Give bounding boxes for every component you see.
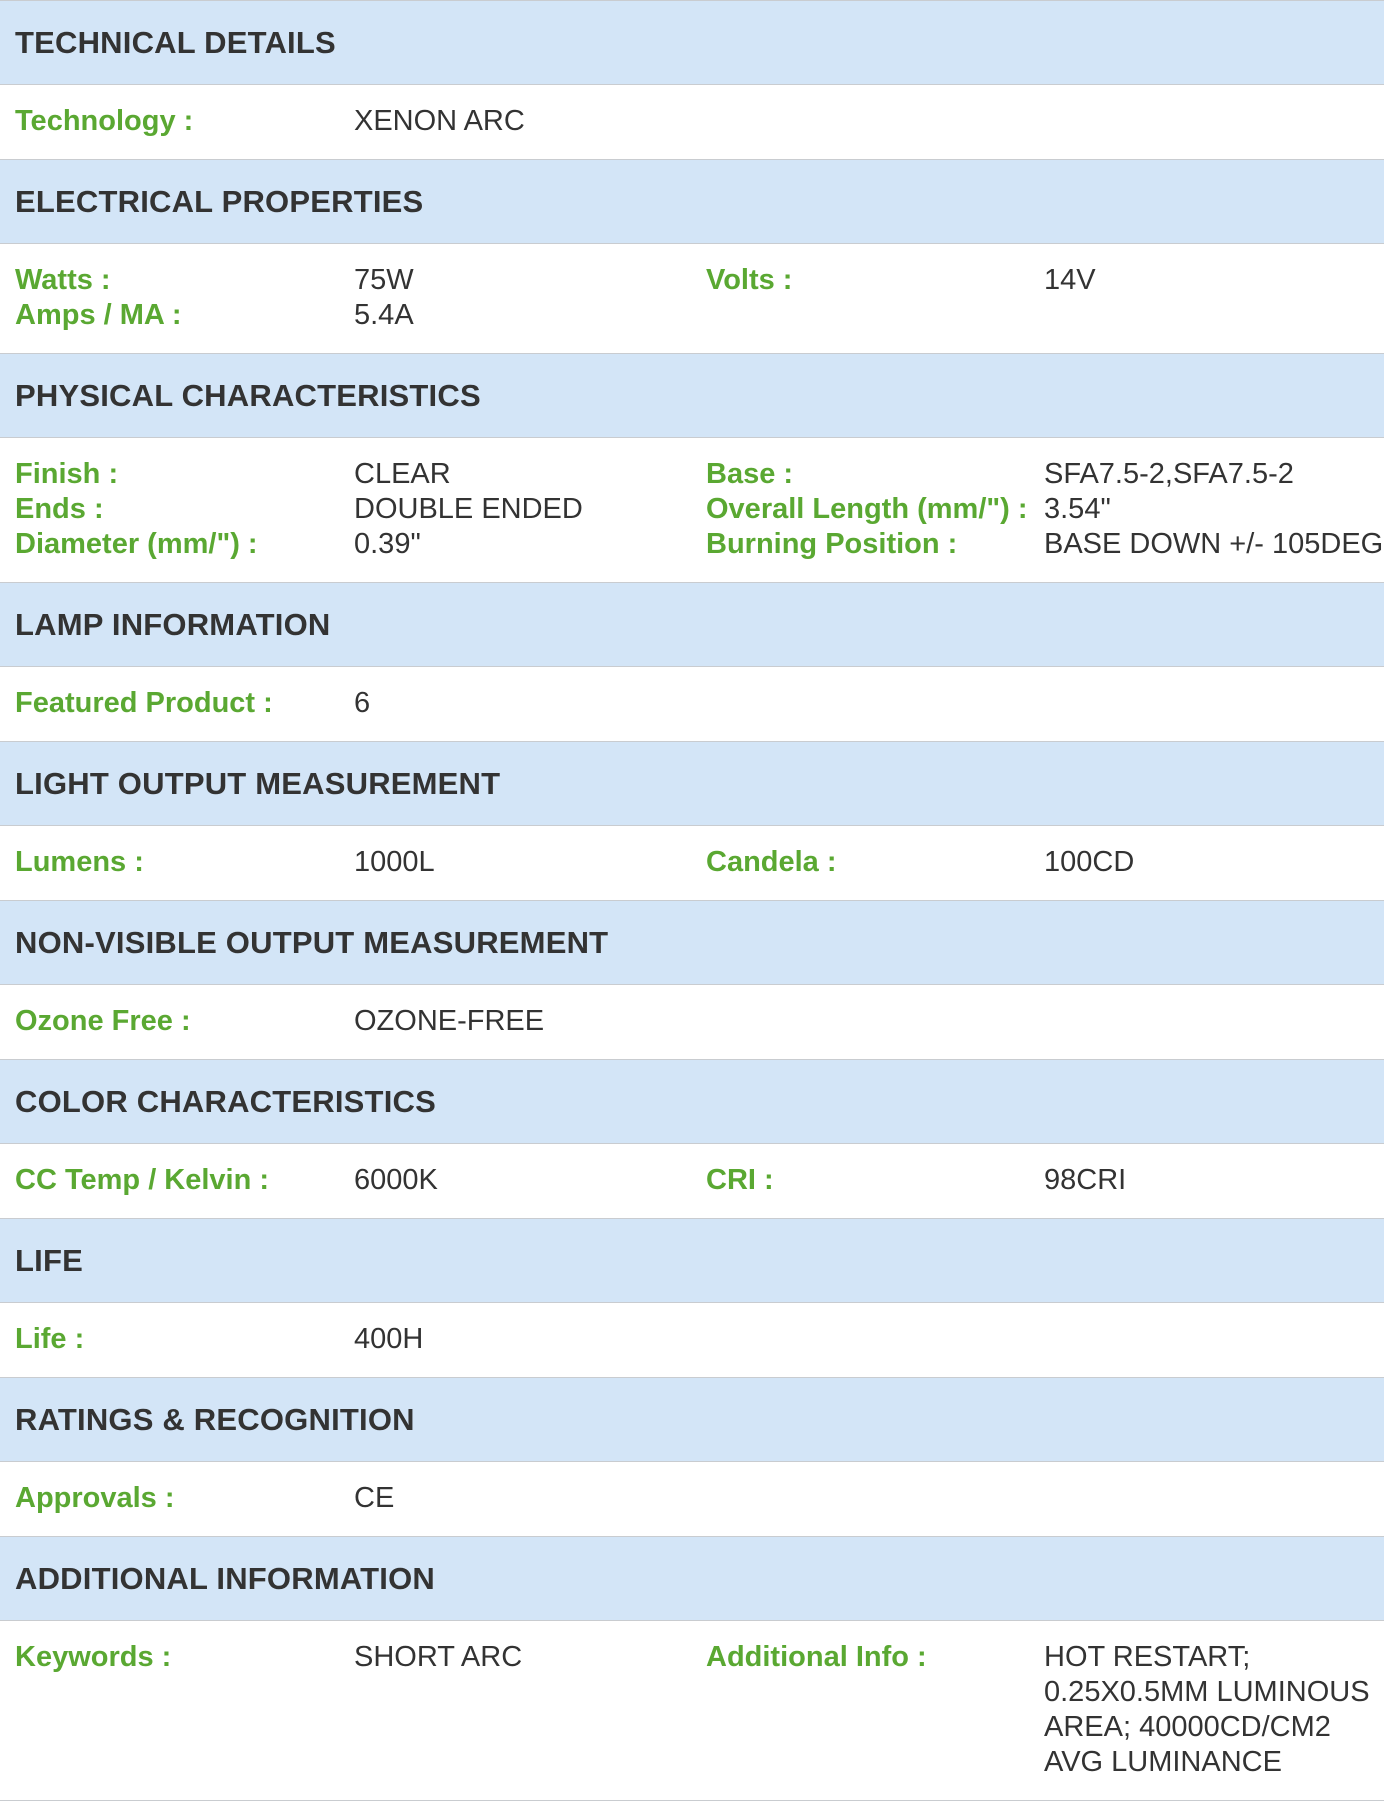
right-label-column (691, 263, 1029, 333)
section-body (0, 1462, 1384, 1537)
spec-value: DOUBLE ENDED (354, 493, 583, 525)
right-label-column (691, 1163, 1029, 1198)
spec-value: SFA7.5-2,SFA7.5-2 (1044, 458, 1294, 490)
left-value-column (339, 845, 691, 880)
right-label-column (691, 1640, 1029, 1780)
spec-value: HOT RESTART; 0.25X0.5MM LUMINOUS AREA; 40000CD/CM2 AVG LUMINANCE (1044, 1641, 1370, 1778)
spec-value: 14V (1044, 264, 1096, 296)
right-value-column (1029, 263, 1384, 333)
right-label-column (691, 104, 1029, 139)
spec-label: Ends : (15, 493, 104, 525)
spec-value: 75W (354, 264, 414, 296)
spec-label: Overall Length (mm/") : (706, 493, 1028, 525)
left-label-column (0, 1004, 339, 1039)
right-label-column (691, 1481, 1029, 1516)
section-body (0, 1144, 1384, 1219)
section-header: LIFE (0, 1219, 1384, 1303)
right-value-column (1029, 845, 1384, 880)
spec-label: Technology : (15, 105, 194, 137)
section-body (0, 85, 1384, 160)
spec-value: 98CRI (1044, 1164, 1127, 1196)
left-value-column (339, 686, 691, 721)
section-body (0, 1303, 1384, 1378)
left-value-column (339, 1004, 691, 1039)
spec-value: XENON ARC (354, 105, 525, 137)
right-label-column (691, 845, 1029, 880)
spec-value: CE (354, 1482, 395, 1514)
left-label-column (0, 1322, 339, 1357)
spec-label: CC Temp / Kelvin : (15, 1164, 270, 1196)
section-header: LIGHT OUTPUT MEASUREMENT (0, 742, 1384, 826)
right-value-column (1029, 1640, 1384, 1780)
spec-value: 400H (354, 1323, 424, 1355)
left-label-column (0, 104, 339, 139)
right-label-column (691, 457, 1029, 562)
left-value-column (339, 1640, 691, 1780)
spec-label: Approvals : (15, 1482, 175, 1514)
section-header: RATINGS & RECOGNITION (0, 1378, 1384, 1462)
section-body (0, 244, 1384, 354)
right-value-column (1029, 1004, 1384, 1039)
section-header: ADDITIONAL INFORMATION (0, 1537, 1384, 1621)
section-header: NON-VISIBLE OUTPUT MEASUREMENT (0, 901, 1384, 985)
spec-label: CRI : (706, 1164, 774, 1196)
spec-label: Life : (15, 1323, 85, 1355)
section-body (0, 667, 1384, 742)
section-header: COLOR CHARACTERISTICS (0, 1060, 1384, 1144)
left-label-column (0, 845, 339, 880)
left-value-column (339, 1322, 691, 1357)
spec-value: 100CD (1044, 846, 1135, 878)
spec-value: 6 (354, 687, 371, 719)
spec-label: Featured Product : (15, 687, 273, 719)
right-value-column (1029, 104, 1384, 139)
section-body (0, 826, 1384, 901)
spec-value: 6000K (354, 1164, 438, 1196)
left-label-column (0, 1481, 339, 1516)
right-value-column (1029, 1163, 1384, 1198)
section-header: ELECTRICAL PROPERTIES (0, 160, 1384, 244)
spec-label: Candela : (706, 846, 837, 878)
right-label-column (691, 1322, 1029, 1357)
section-body (0, 1621, 1384, 1801)
spec-value: 5.4A (354, 299, 414, 331)
left-label-column (0, 686, 339, 721)
spec-label: Volts : (706, 264, 793, 296)
right-value-column (1029, 1481, 1384, 1516)
section-body (0, 438, 1384, 583)
spec-label: Watts : (15, 264, 111, 296)
spec-label: Burning Position : (706, 528, 958, 560)
spec-label: Amps / MA : (15, 299, 182, 331)
right-label-column (691, 686, 1029, 721)
spec-value: 3.54" (1044, 493, 1111, 525)
left-value-column (339, 263, 691, 333)
right-value-column (1029, 686, 1384, 721)
right-value-column (1029, 1322, 1384, 1357)
section-header: TECHNICAL DETAILS (0, 1, 1384, 85)
left-value-column (339, 104, 691, 139)
section-header: PHYSICAL CHARACTERISTICS (0, 354, 1384, 438)
section-body (0, 985, 1384, 1060)
spec-label: Lumens : (15, 846, 144, 878)
left-value-column (339, 1163, 691, 1198)
right-label-column (691, 1004, 1029, 1039)
left-value-column (339, 457, 691, 562)
spec-label: Base : (706, 458, 794, 490)
left-label-column (0, 1163, 339, 1198)
spec-label: Finish : (15, 458, 119, 490)
right-value-column (1029, 457, 1384, 562)
spec-value: OZONE-FREE (354, 1005, 545, 1037)
left-label-column (0, 457, 339, 562)
spec-value: BASE DOWN +/- 105DEG (1044, 528, 1384, 560)
section-header: LAMP INFORMATION (0, 583, 1384, 667)
left-label-column (0, 263, 339, 333)
spec-value: 1000L (354, 846, 435, 878)
spec-label: Diameter (mm/") : (15, 528, 258, 560)
spec-value: 0.39" (354, 528, 421, 560)
left-label-column (0, 1640, 339, 1780)
spec-label: Ozone Free : (15, 1005, 191, 1037)
left-value-column (339, 1481, 691, 1516)
spec-value: CLEAR (354, 458, 451, 490)
spec-label: Keywords : (15, 1641, 172, 1673)
spec-label: Additional Info : (706, 1641, 927, 1673)
spec-value: SHORT ARC (354, 1641, 523, 1673)
